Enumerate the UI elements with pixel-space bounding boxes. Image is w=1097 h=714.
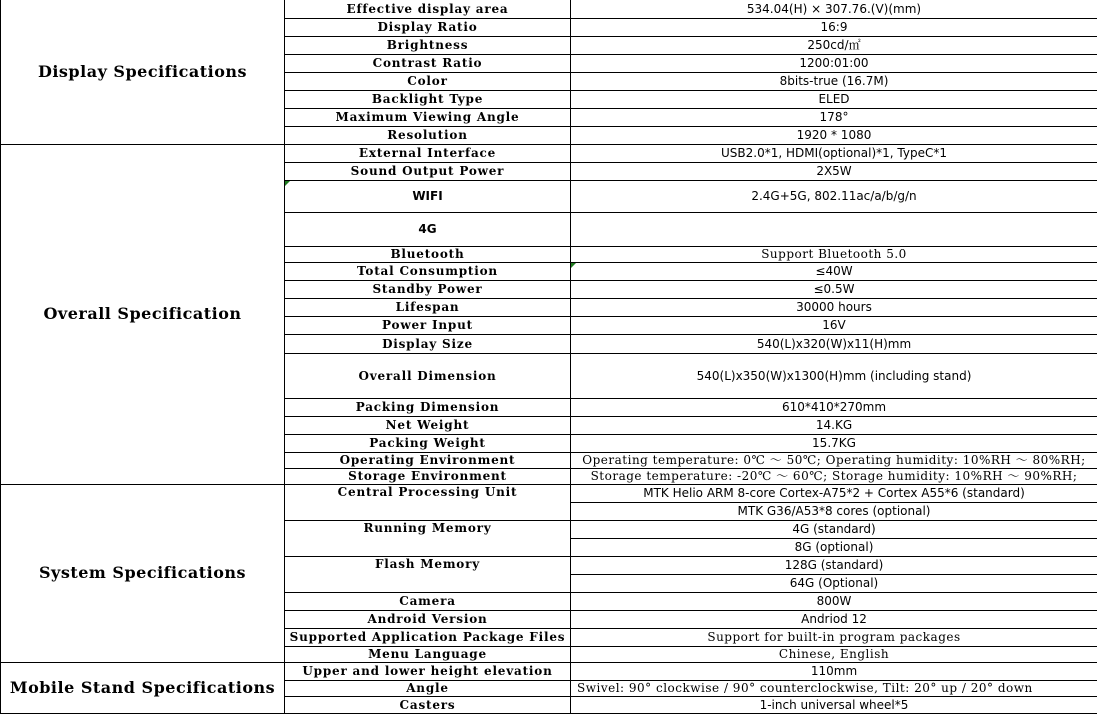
spec-label: WIFI [285, 180, 571, 212]
spec-value: 64G (Optional) [571, 574, 1097, 592]
spec-value: 128G (standard) [571, 556, 1097, 574]
section-system-specifications: System Specifications [1, 484, 285, 662]
spec-label: Net Weight [285, 416, 571, 434]
spec-value: ≤0.5W [571, 280, 1097, 298]
spec-label: Packing Weight [285, 434, 571, 452]
spec-value: 16V [571, 316, 1097, 334]
spec-value: MTK G36/A53*8 cores (optional) [571, 502, 1097, 520]
spec-label: Menu Language [285, 646, 571, 662]
spec-label: Storage Environment [285, 468, 571, 484]
spec-label: Brightness [285, 36, 571, 54]
spec-label: Upper and lower height elevation [285, 662, 571, 680]
section-display-specifications: Display Specifications [1, 0, 285, 144]
table-row [1, 484, 1097, 502]
spec-label: Effective display area [285, 0, 571, 18]
spec-value: 16:9 [571, 18, 1097, 36]
spec-label: Supported Application Package Files [285, 628, 571, 646]
spec-value: 540(L)x320(W)x11(H)mm [571, 334, 1097, 353]
table-row [1, 0, 1097, 18]
spec-label: 4G [285, 212, 571, 246]
spec-value: Operating temperature: 0℃ ～ 50℃; Operating humidity: 10%RH ～ 80%RH; [571, 452, 1097, 468]
spec-value: 2.4G+5G, 802.11ac/a/b/g/n [571, 180, 1097, 212]
spec-value: 30000 hours [571, 298, 1097, 316]
section-overall-specification: Overall Specification [1, 144, 285, 484]
spec-label: Flash Memory [285, 556, 571, 592]
spec-label: Android Version [285, 610, 571, 628]
table-row [1, 662, 1097, 680]
spec-label: Camera [285, 592, 571, 610]
spec-value: 1200:01:00 [571, 54, 1097, 72]
spec-label: Running Memory [285, 520, 571, 556]
spec-label: Display Size [285, 334, 571, 353]
spec-label: Central Processing Unit [285, 484, 571, 520]
spec-label: Standby Power [285, 280, 571, 298]
spec-label: Power Input [285, 316, 571, 334]
spec-value: Storage temperature: -20℃ ～ 60℃; Storage humidity: 10%RH ～ 90%RH; [571, 468, 1097, 484]
spec-value: 534.04(H) × 307.76.(V)(mm) [571, 0, 1097, 18]
spec-label: Operating Environment [285, 452, 571, 468]
spec-label: Overall Dimension [285, 353, 571, 398]
spec-value: 540(L)x350(W)x1300(H)mm (including stand) [571, 353, 1097, 398]
spec-label: Total Consumption [285, 262, 571, 280]
spec-value: 14.KG [571, 416, 1097, 434]
spec-label: Packing Dimension [285, 398, 571, 416]
spec-label: Casters [285, 696, 571, 713]
table-row [1, 144, 1097, 162]
spec-value: 8G (optional) [571, 538, 1097, 556]
spec-value: ELED [571, 90, 1097, 108]
spec-value: 1-inch universal wheel*5 [571, 696, 1097, 713]
spec-value: Support Bluetooth 5.0 [571, 246, 1097, 262]
section-mobile-stand-specifications: Mobile Stand Specifications [1, 662, 285, 713]
spec-label: Contrast Ratio [285, 54, 571, 72]
spec-value: Support for built-in program packages [571, 628, 1097, 646]
spec-value: 800W [571, 592, 1097, 610]
spec-label: Display Ratio [285, 18, 571, 36]
spec-value: 2X5W [571, 162, 1097, 180]
spec-value: MTK Helio ARM 8-core Cortex-A75*2 + Cortex A55*6 (standard) [571, 484, 1097, 502]
spec-value: Swivel: 90° clockwise / 90° counterclockwise, Tilt: 20° up / 20° down [571, 680, 1097, 696]
spec-label: Sound Output Power [285, 162, 571, 180]
spec-label: External Interface [285, 144, 571, 162]
spec-value: 4G (standard) [571, 520, 1097, 538]
spec-label: Color [285, 72, 571, 90]
spec-value: 250cd/㎡ [571, 36, 1097, 54]
spec-label: Maximum Viewing Angle [285, 108, 571, 126]
spec-value: Chinese, English [571, 646, 1097, 662]
spec-value: 178° [571, 108, 1097, 126]
spec-label: Lifespan [285, 298, 571, 316]
spec-value: Andriod 12 [571, 610, 1097, 628]
spec-label: Bluetooth [285, 246, 571, 262]
spec-value [571, 212, 1097, 246]
spec-value: 610*410*270mm [571, 398, 1097, 416]
spec-label: Backlight Type [285, 90, 571, 108]
spec-value: ≤40W [571, 262, 1097, 280]
spec-value: 110mm [571, 662, 1097, 680]
spec-value: 1920 * 1080 [571, 126, 1097, 144]
spec-value: 15.7KG [571, 434, 1097, 452]
spec-value: 8bits-true (16.7M) [571, 72, 1097, 90]
spec-value: USB2.0*1, HDMI(optional)*1, TypeC*1 [571, 144, 1097, 162]
spec-label: Resolution [285, 126, 571, 144]
spec-label: Angle [285, 680, 571, 696]
